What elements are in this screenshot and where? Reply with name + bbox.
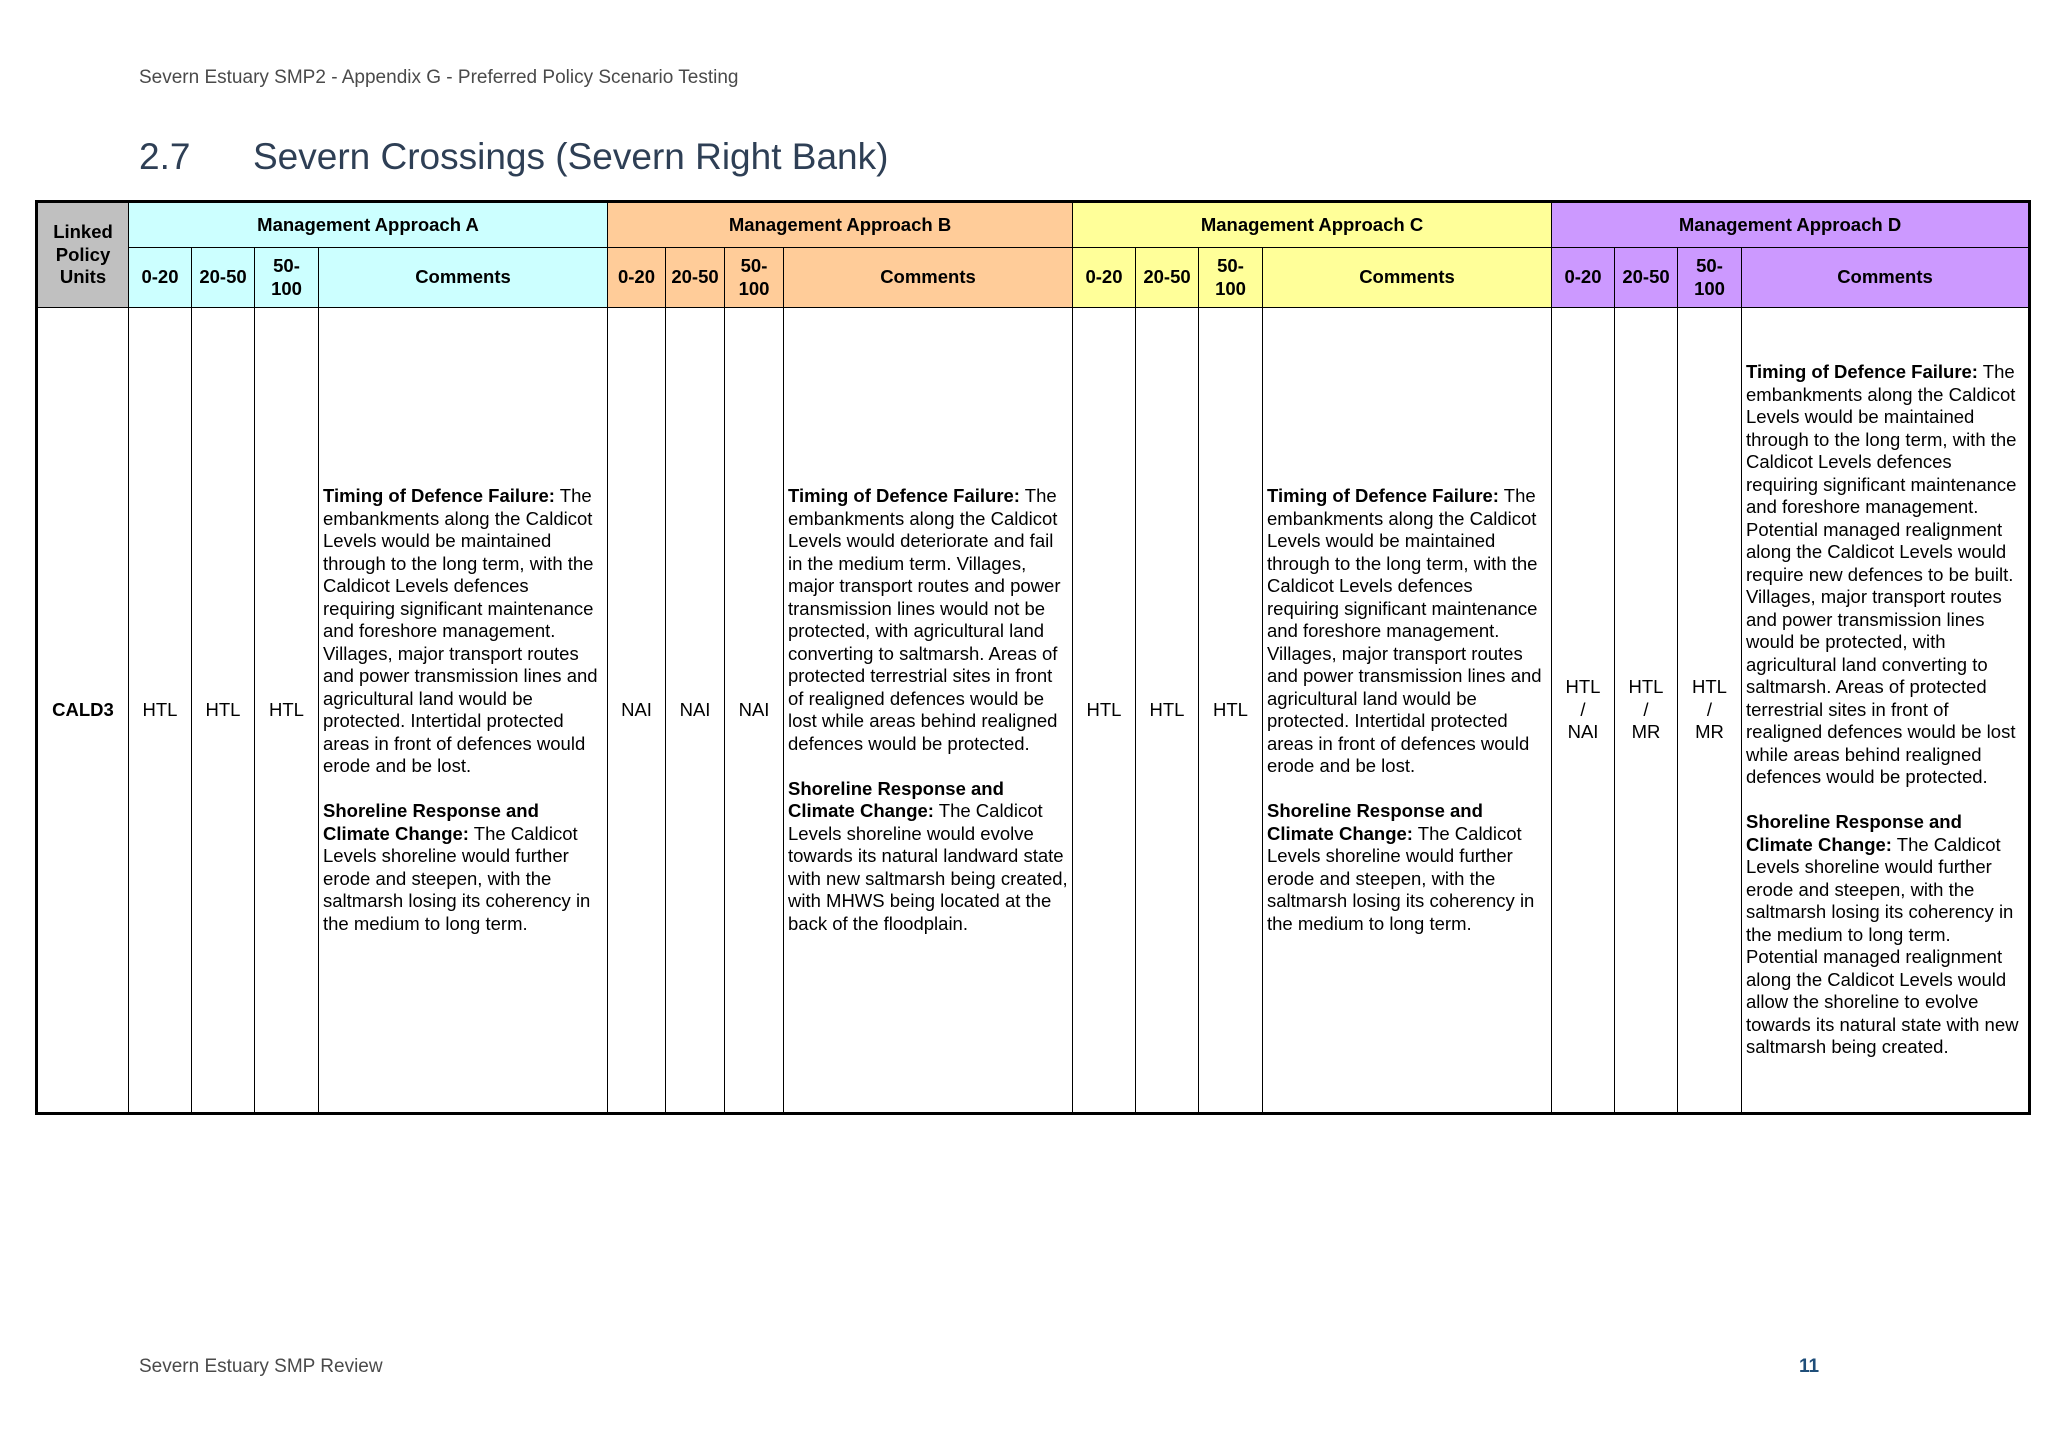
epoch-header: 50-100 [725, 248, 784, 308]
approach-a-header: Management Approach A [129, 202, 608, 248]
shoreline-paragraph [1746, 811, 2024, 1059]
epoch-header: 20-50 [1136, 248, 1199, 308]
epoch-header: 20-50 [192, 248, 255, 308]
policy-cell: HTL / MR [1678, 308, 1742, 1114]
comments-header: Comments [1263, 248, 1552, 308]
policy-cell: HTL / NAI [1552, 308, 1615, 1114]
comments-header: Comments [1742, 248, 2030, 308]
comments-header: Comments [319, 248, 608, 308]
comments-header: Comments [784, 248, 1073, 308]
epoch-header: 0-20 [1073, 248, 1136, 308]
policy-cell: HTL [255, 308, 319, 1114]
policy-cell: HTL [192, 308, 255, 1114]
timing-label: Timing of Defence Failure: [1267, 485, 1499, 506]
linked-policy-units-header: Linked Policy Units [37, 202, 129, 308]
header-row-epochs [37, 248, 2030, 308]
shoreline-label: Shoreline Response and Climate Change: [323, 800, 539, 844]
shoreline-paragraph [788, 778, 1068, 936]
table-row [37, 308, 2030, 1114]
epoch-header: 0-20 [1552, 248, 1615, 308]
epoch-header: 50-100 [1678, 248, 1742, 308]
comments-cell-approach-c [1263, 308, 1552, 1114]
epoch-header: 50-100 [1199, 248, 1263, 308]
timing-label: Timing of Defence Failure: [323, 485, 555, 506]
timing-paragraph [323, 485, 603, 778]
footer-document-title: Severn Estuary SMP Review [139, 1356, 383, 1377]
comments-cell-approach-d [1742, 308, 2030, 1114]
epoch-header: 0-20 [608, 248, 666, 308]
policy-cell: HTL / MR [1615, 308, 1678, 1114]
shoreline-label: Shoreline Response and Climate Change: [788, 777, 1004, 821]
shoreline-text: The Caldicot Levels shoreline would evolve towards its natural landward state with new saltmarsh being created, with MHWS being located at the back of the floodplain. [788, 800, 1068, 934]
timing-paragraph [1746, 361, 2024, 789]
policy-cell: NAI [608, 308, 666, 1114]
policy-cell: HTL [1073, 308, 1136, 1114]
policy-cell: HTL [129, 308, 192, 1114]
approach-b-header: Management Approach B [608, 202, 1073, 248]
shoreline-paragraph [1267, 800, 1547, 935]
timing-label: Timing of Defence Failure: [1746, 361, 1978, 383]
timing-paragraph [788, 485, 1068, 755]
shoreline-label: Shoreline Response and Climate Change: [1267, 800, 1483, 844]
epoch-header: 0-20 [129, 248, 192, 308]
page-number: 11 [1799, 1356, 1820, 1377]
policy-scenario-table [35, 200, 2031, 1115]
timing-label: Timing of Defence Failure: [788, 485, 1020, 506]
comments-cell-approach-a [319, 308, 608, 1114]
timing-text: The embankments along the Caldicot Levels would deteriorate and fail in the medium term. Villages, major transport routes and power transmission lines would not be protected, with agricultural land converting to saltmarsh. Areas of protected terrestrial sites in front of realigned defences would be lost while areas behind realigned defences would be protected. [788, 485, 1061, 754]
section-heading [139, 136, 888, 178]
shoreline-paragraph [323, 800, 603, 935]
timing-text: The embankments along the Caldicot Levels would be maintained through to the long term, with the Caldicot Levels defences requiring significant maintenance and foreshore management. Villages, major transport routes and power transmission lines and agricultural land would be protected. Intertidal protected areas in front of defences would erode and be lost. [323, 485, 598, 776]
approach-c-header: Management Approach C [1073, 202, 1552, 248]
timing-text: The embankments along the Caldicot Levels would be maintained through to the long term, with the Caldicot Levels defences requiring significant maintenance and foreshore management. Potential managed realignment along the Caldicot Levels would require new defences to be built. Villages, major transport routes and power transmission lines would be protected, with agricultural land converting to saltmarsh. Areas of protected terrestrial sites in front of realigned defences would be lost while areas behind realigned defences would be protected. [1746, 361, 2017, 788]
shoreline-text: The Caldicot Levels shoreline would further erode and steepen, with the saltmarsh losing its coherency in the medium to long term. [1267, 822, 1535, 934]
running-header: Severn Estuary SMP2 - Appendix G - Preferred Policy Scenario Testing [139, 67, 739, 88]
epoch-header: 20-50 [666, 248, 725, 308]
policy-cell: HTL [1136, 308, 1199, 1114]
policy-cell: NAI [666, 308, 725, 1114]
shoreline-label: Shoreline Response and Climate Change: [1746, 811, 1962, 855]
timing-paragraph [1267, 485, 1547, 778]
timing-text: The embankments along the Caldicot Levels would be maintained through to the long term, with the Caldicot Levels defences requiring significant maintenance and foreshore management. Villages, major transport routes and power transmission lines and agricultural land would be protected. Intertidal protected areas in front of defences would erode and be lost. [1267, 485, 1542, 776]
policy-cell: HTL [1199, 308, 1263, 1114]
comments-cell-approach-b [784, 308, 1073, 1114]
epoch-header: 50-100 [255, 248, 319, 308]
section-number: 2.7 [139, 136, 191, 177]
policy-cell: NAI [725, 308, 784, 1114]
approach-d-header: Management Approach D [1552, 202, 2030, 248]
epoch-header: 20-50 [1615, 248, 1678, 308]
policy-unit-cell: CALD3 [37, 308, 129, 1114]
shoreline-text: The Caldicot Levels shoreline would further erode and steepen, with the saltmarsh losing its coherency in the medium to long term. Potential managed realignment along the Caldicot Levels would allow the shoreline to evolve towards its natural state with new saltmarsh being created. [1746, 833, 2019, 1058]
shoreline-text: The Caldicot Levels shoreline would further erode and steepen, with the saltmarsh losing its coherency in the medium to long term. [323, 822, 591, 934]
section-title: Severn Crossings (Severn Right Bank) [253, 136, 889, 177]
header-row-approaches [37, 202, 2030, 248]
